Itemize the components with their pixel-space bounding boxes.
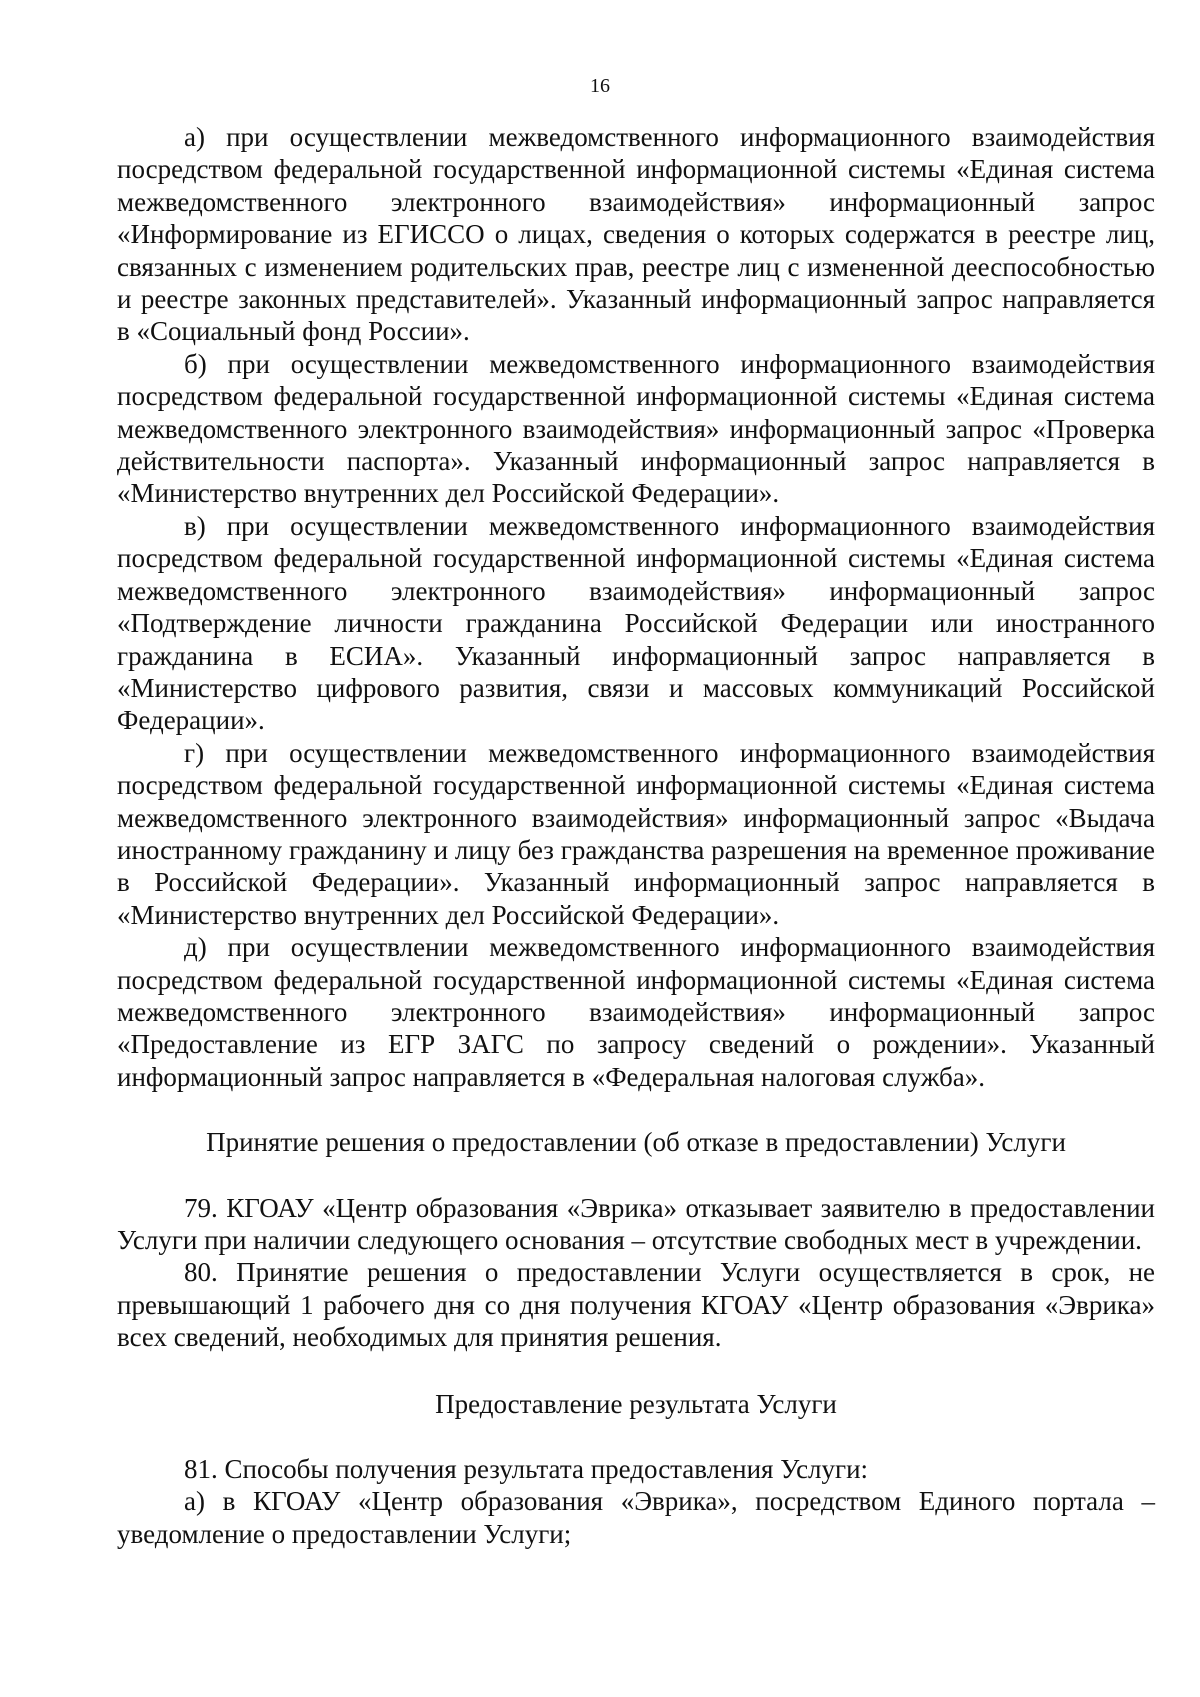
item-d-paragraph: д) при осуществлении межведомственного информационного взаимодействия посредством федеральной государственной информационной системы «Единая система межведомственного электронного взаимодействия» информационный запрос «Предоставление из ЕГР ЗАГС по запросу сведений о рождении». Указанный информационный запрос направляется в «Федеральная налоговая служба». <box>117 932 1155 1092</box>
item-v-paragraph: в) при осуществлении межведомственного информационного взаимодействия посредством федеральной государственной информационной системы «Единая система межведомственного электронного взаимодействия» информационный запрос «Подтверждение личности гражданина Российской Федерации или иностранного гражданина в ЕСИА». Указанный информационный запрос направляется в «Министерство цифрового развития, связи и массовых коммуникаций Российской Федерации». <box>117 510 1155 736</box>
clause-81-paragraph: 81. Способы получения результата предоставления Услуги: <box>184 1454 869 1485</box>
item-b-paragraph: б) при осуществлении межведомственного информационного взаимодействия посредством федеральной государственной информационной системы «Единая система межведомственного электронного взаимодействия» информационный запрос «Проверка действительности паспорта». Указанный информационный запрос направляется в «Министерство внутренних дел Российской Федерации». <box>117 348 1155 509</box>
section-heading-decision: Принятие решения о предоставлении (об отказе в предоставлении) Услуги <box>206 1127 1066 1158</box>
clause-81-item-a-paragraph: а) в КГОАУ «Центр образования «Эврика», посредством Единого портала – уведомление о предоставлении Услуги; <box>117 1486 1155 1549</box>
page-number: 16 <box>590 75 610 97</box>
document-body <box>117 121 1155 1550</box>
item-a-paragraph: а) при осуществлении межведомственного информационного взаимодействия посредством федеральной государственной информационной системы «Единая система межведомственного электронного взаимодействия» информационный запрос «Информирование из ЕГИССО о лицах, сведения о которых содержатся в реестре лиц, связанных с изменением родительских прав, реестре лиц с измененной дееспособностью и реестре законных представителей». Указанный информационный запрос направляется в «Социальный фонд России». <box>117 122 1155 347</box>
clause-80-paragraph: 80. Принятие решения о предоставлении Услуги осуществляется в срок, не превышающий 1 рабочего дня со дня получения КГОАУ «Центр образования «Эврика» всех сведений, необходимых для принятия решения. <box>117 1257 1155 1353</box>
section-heading-result: Предоставление результата Услуги <box>435 1388 837 1419</box>
item-g-paragraph: г) при осуществлении межведомственного информационного взаимодействия посредством федеральной государственной информационной системы «Единая система межведомственного электронного взаимодействия» информационный запрос «Выдача иностранному гражданину и лицу без гражданства разрешения на временное проживание в Российской Федерации». Указанный информационный запрос направляется в «Министерство внутренних дел Российской Федерации». <box>117 737 1155 930</box>
clause-79-paragraph: 79. КГОАУ «Центр образования «Эврика» отказывает заявителю в предоставлении Услуги при наличии следующего основания – отсутствие свободных мест в учреждении. <box>117 1192 1155 1255</box>
